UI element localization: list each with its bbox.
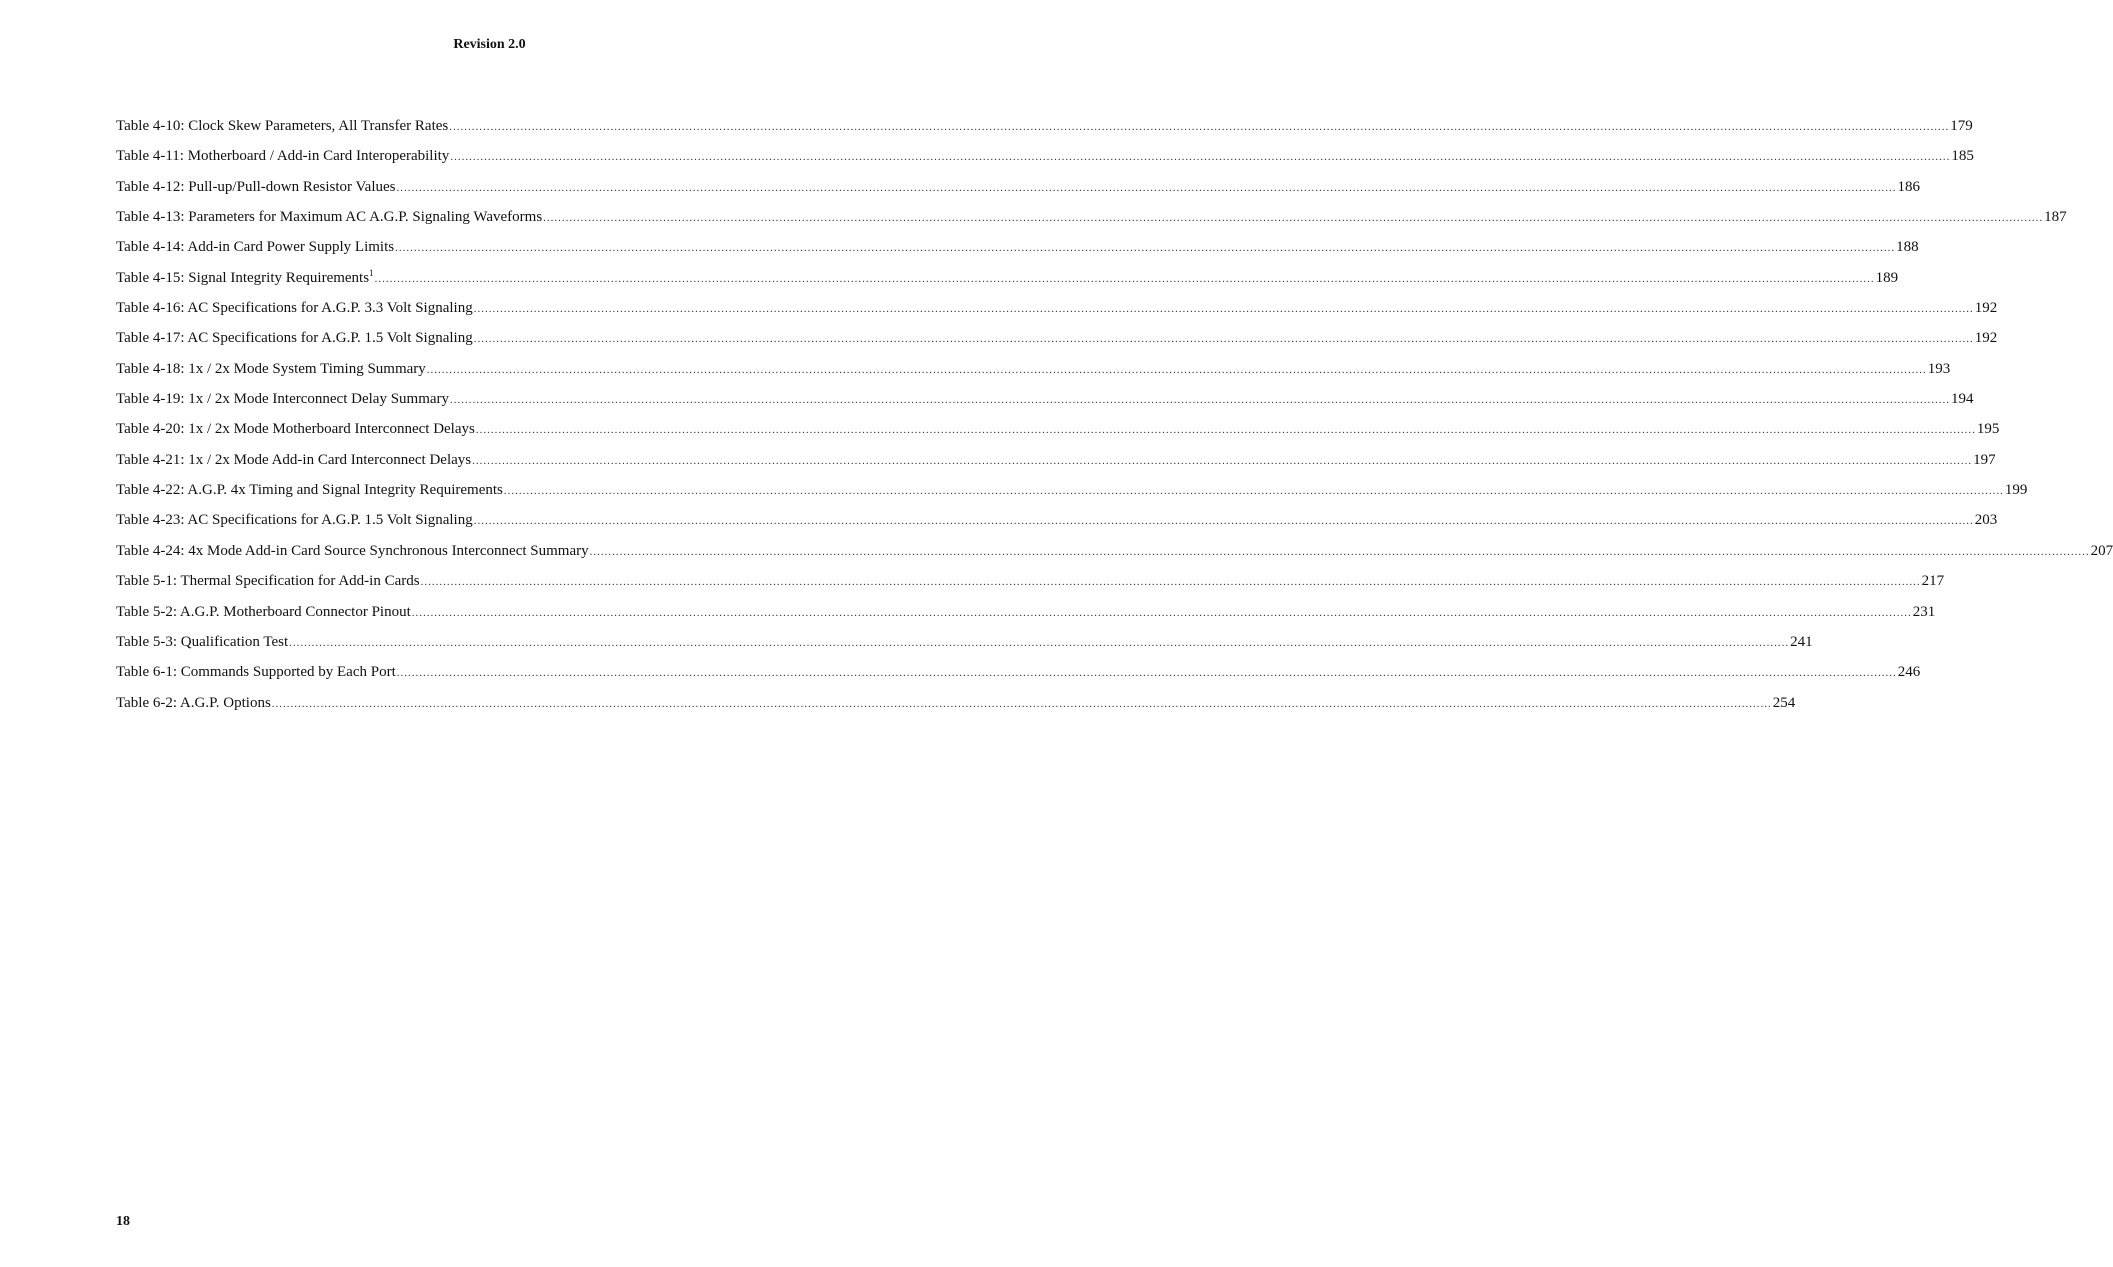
toc-entry-page-number: 195: [1976, 421, 2000, 438]
toc-entry-label: [116, 116, 448, 136]
toc-entry-title: Table 4-15: Signal Integrity Requirements: [116, 269, 370, 286]
toc-entry-title: Table 5-1: Thermal Specification for Add-in Cards: [116, 573, 420, 590]
toc-entry-page-number: 185: [1951, 148, 1974, 165]
toc-entry-label: [116, 632, 288, 652]
toc-entry-page-number: 207: [2090, 542, 2113, 559]
dot-leader: ................................................................................................................................................................................................................................................................................................................................................................................................................: [426, 363, 1927, 376]
toc-entry-page-number: 203: [1974, 512, 1998, 529]
toc-entry-label: [116, 389, 449, 409]
toc-entry-page-number: 246: [1897, 664, 1921, 681]
dot-leader: ................................................................................................................................................................................................................................................................................................................................................................................................................: [396, 667, 1897, 680]
toc-entry-label: [116, 237, 394, 257]
dot-leader: ................................................................................................................................................................................................................................................................................................................................................................................................................: [473, 303, 1974, 316]
page-number: 18: [116, 1214, 130, 1229]
toc-entry-title: Table 4-11: Motherboard / Add-in Card Interoperability: [116, 148, 450, 165]
toc-entry-title: Table 4-12: Pull-up/Pull-down Resistor Values: [116, 178, 396, 195]
toc-entry[interactable]: [116, 450, 1996, 480]
toc-entry-page-number: 193: [1927, 360, 1951, 377]
toc-entry-title: Table 4-10: Clock Skew Parameters, All Transfer Rates: [116, 118, 449, 134]
dot-leader: ................................................................................................................................................................................................................................................................................................................................................................................................................: [503, 485, 2004, 498]
toc-entry-title: Table 4-23: AC Specifications for A.G.P. 1.5 Volt Signaling: [116, 512, 473, 529]
dot-leader: ................................................................................................................................................................................................................................................................................................................................................................................................................: [589, 545, 2090, 558]
toc-entry-page-number: 188: [1896, 239, 1919, 256]
toc-entry[interactable]: [116, 632, 1813, 662]
toc-entry-page-number: 197: [1973, 451, 1996, 468]
toc-entry-page-number: 254: [1772, 694, 1796, 711]
toc-entry-title: Table 4-18: 1x / 2x Mode System Timing Summary: [116, 360, 426, 377]
toc-entry-page-number: 192: [1974, 330, 1998, 347]
toc-entry-label: [116, 207, 542, 227]
dot-leader: ................................................................................................................................................................................................................................................................................................................................................................................................................: [450, 394, 1951, 407]
toc-entry-label: [116, 419, 475, 439]
toc-entry-title: Table 4-14: Add-in Card Power Supply Limits: [116, 239, 395, 256]
toc-entry[interactable]: [116, 116, 1973, 146]
toc-entry-title: Table 4-17: AC Specifications for A.G.P. 1.5 Volt Signaling: [116, 330, 473, 347]
toc-entry-page-number: 186: [1897, 178, 1920, 195]
toc-entry[interactable]: [116, 602, 1936, 632]
toc-entry-page-number: 189: [1875, 269, 1899, 286]
toc-entry-label: [116, 450, 471, 470]
footnote-marker: 1: [369, 267, 374, 278]
toc-entry[interactable]: [116, 146, 1974, 176]
toc-entry[interactable]: [116, 207, 2067, 237]
toc-entry[interactable]: [116, 662, 1921, 692]
toc-entry[interactable]: [116, 389, 1974, 419]
toc-entry-label: [116, 359, 426, 379]
dot-leader: ................................................................................................................................................................................................................................................................................................................................................................................................................: [473, 515, 1974, 528]
toc-entry-label: [116, 602, 411, 622]
dot-leader: ................................................................................................................................................................................................................................................................................................................................................................................................................: [289, 636, 1790, 649]
toc-entry-label: [116, 510, 473, 530]
toc-entry-label: [116, 328, 473, 348]
toc-entry-page-number: 194: [1951, 391, 1974, 408]
dot-leader: ................................................................................................................................................................................................................................................................................................................................................................................................................: [271, 697, 1772, 710]
toc-entry-title: Table 6-2: A.G.P. Options: [116, 694, 271, 711]
toc-entry[interactable]: [116, 693, 1796, 723]
toc-entry-title: Table 4-24: 4x Mode Add-in Card Source Synchronous Interconnect Summary: [116, 542, 589, 559]
toc-entry-page-number: 231: [1912, 603, 1936, 620]
dot-leader: ................................................................................................................................................................................................................................................................................................................................................................................................................: [543, 212, 2044, 225]
toc-entry-label: [116, 177, 396, 197]
toc-entry-page-number: 217: [1921, 573, 1945, 590]
dot-leader: ................................................................................................................................................................................................................................................................................................................................................................................................................: [395, 242, 1896, 255]
dot-leader: ................................................................................................................................................................................................................................................................................................................................................................................................................: [420, 576, 1921, 589]
toc-entry-title: Table 5-3: Qualification Test: [116, 633, 289, 650]
table-of-tables-list: [116, 116, 2113, 723]
toc-entry-label: [116, 693, 271, 713]
toc-entry-title: Table 4-21: 1x / 2x Mode Add-in Card Interconnect Delays: [116, 451, 472, 468]
page-header-revision: Revision 2.0: [453, 37, 526, 52]
toc-entry[interactable]: [116, 177, 1920, 207]
toc-entry-page-number: 199: [2004, 482, 2028, 499]
toc-entry[interactable]: [116, 510, 1998, 540]
toc-entry[interactable]: [116, 237, 1919, 267]
toc-entry[interactable]: [116, 298, 1998, 328]
toc-entry-title: Table 5-2: A.G.P. Motherboard Connector Pinout: [116, 603, 411, 620]
toc-entry[interactable]: [116, 571, 1945, 601]
dot-leader: ................................................................................................................................................................................................................................................................................................................................................................................................................: [396, 181, 1897, 194]
toc-entry-label: [116, 571, 420, 591]
toc-entry-label: [116, 662, 396, 682]
toc-entry-label: [116, 541, 589, 561]
toc-entry-title: Table 4-20: 1x / 2x Mode Motherboard Interconnect Delays: [116, 421, 475, 438]
toc-entry-title: Table 4-13: Parameters for Maximum AC A.G.P. Signaling Waveforms: [116, 209, 543, 226]
toc-entry[interactable]: [116, 541, 2113, 571]
toc-entry-label: [116, 298, 473, 318]
toc-entry-page-number: 179: [1950, 118, 1973, 134]
toc-entry[interactable]: [116, 419, 2000, 449]
toc-entry-title: Table 4-22: A.G.P. 4x Timing and Signal Integrity Requirements: [116, 482, 503, 499]
toc-entry[interactable]: [116, 359, 1951, 389]
dot-leader: ................................................................................................................................................................................................................................................................................................................................................................................................................: [450, 151, 1951, 164]
dot-leader: ................................................................................................................................................................................................................................................................................................................................................................................................................: [449, 121, 1950, 133]
toc-entry-title: Table 6-1: Commands Supported by Each Port: [116, 664, 396, 681]
toc-entry[interactable]: [116, 328, 1998, 358]
toc-entry-title: Table 4-19: 1x / 2x Mode Interconnect Delay Summary: [116, 391, 450, 408]
toc-entry[interactable]: [116, 267, 1899, 298]
toc-entry-page-number: 241: [1790, 633, 1813, 650]
toc-entry-label: [116, 268, 374, 288]
dot-leader: ................................................................................................................................................................................................................................................................................................................................................................................................................: [472, 454, 1973, 467]
toc-entry-label: [116, 480, 503, 500]
dot-leader: ................................................................................................................................................................................................................................................................................................................................................................................................................: [374, 272, 1875, 285]
dot-leader: ................................................................................................................................................................................................................................................................................................................................................................................................................: [411, 606, 1912, 619]
dot-leader: ................................................................................................................................................................................................................................................................................................................................................................................................................: [475, 424, 1976, 437]
toc-entry-page-number: 187: [2044, 209, 2067, 226]
toc-entry-label: [116, 146, 449, 166]
dot-leader: ................................................................................................................................................................................................................................................................................................................................................................................................................: [473, 333, 1974, 346]
toc-entry-page-number: 192: [1974, 300, 1998, 317]
toc-entry-title: Table 4-16: AC Specifications for A.G.P. 3.3 Volt Signaling: [116, 300, 473, 317]
toc-entry[interactable]: [116, 480, 2028, 510]
